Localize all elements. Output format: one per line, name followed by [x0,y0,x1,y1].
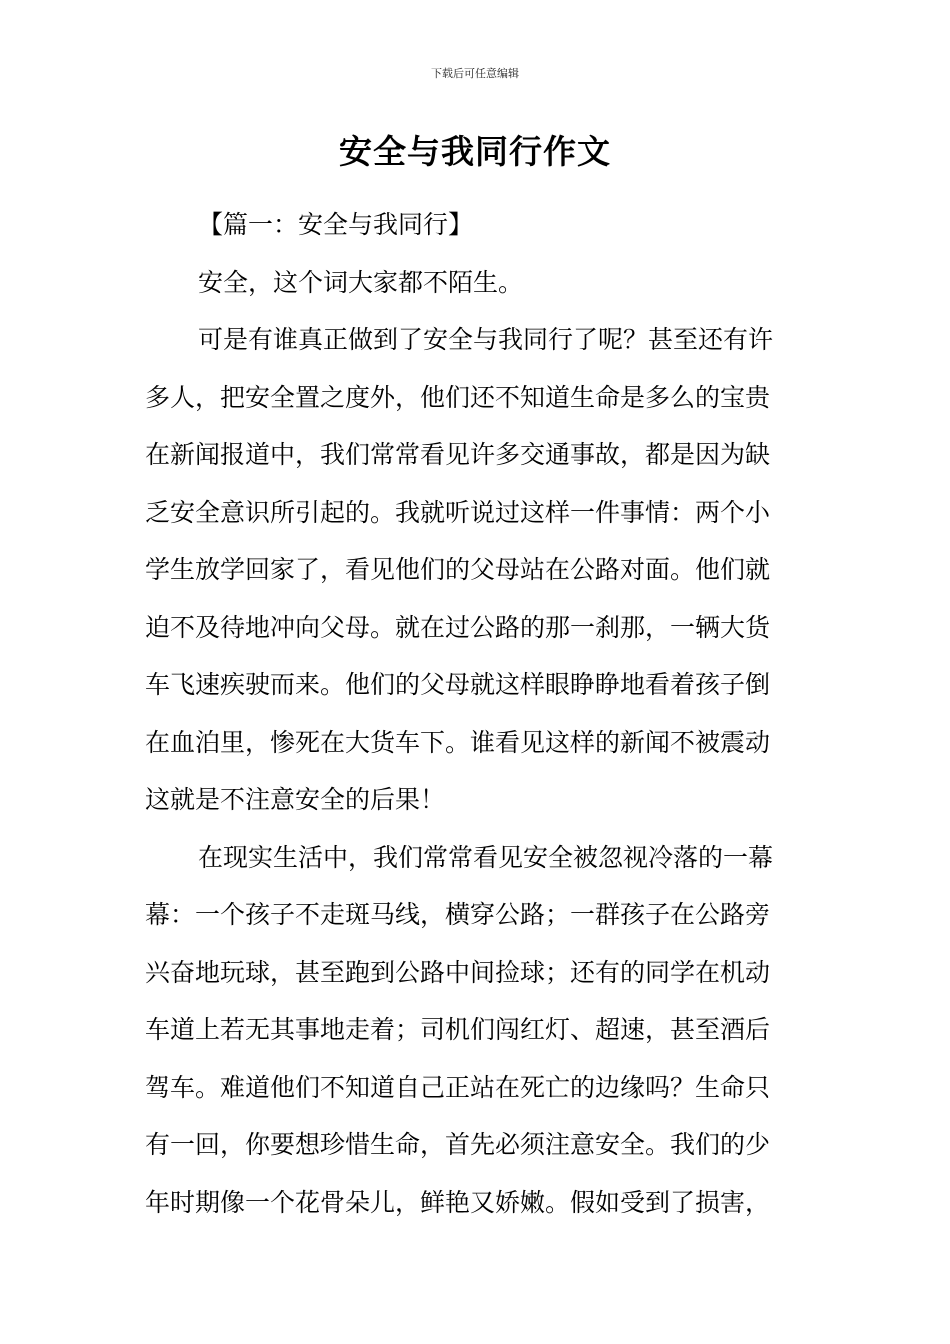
paragraph-line: 在血泊里，惨死在大货车下。谁看见这样的新闻不被震动 [145,727,771,757]
paragraph-line: 在现实生活中，我们常常看见安全被忽视冷落的一幕 [198,842,774,872]
paragraph-line: 兴奋地玩球，甚至跑到公路中间捡球；还有的同学在机动 [145,957,771,987]
paragraph-line: 可是有谁真正做到了安全与我同行了呢？甚至还有许 [198,325,774,354]
paragraph-line: 年时期像一个花骨朵儿，鲜艳又娇嫩。假如受到了损害， [145,1187,771,1217]
paragraph-line: 在新闻报道中，我们常常看见许多交通事故，都是因为缺 [145,440,771,469]
document-body [145,196,805,1231]
paragraph-line: 这就是不注意安全的后果！ [145,785,446,814]
paragraph-line: 乏安全意识所引起的。我就听说过这样一件事情：两个小 [145,497,771,527]
paragraph-line: 学生放学回家了，看见他们的父母站在公路对面。他们就 [145,555,771,584]
paragraph-line: 驾车。难道他们不知道自己正站在死亡的边缘吗？生命只 [145,1072,771,1102]
paragraph-1 [145,254,805,312]
paragraph-line: 安全，这个词大家都不陌生。 [198,267,524,297]
header-note: 下载后可任意编辑 [431,67,519,80]
section-heading: 【篇一：安全与我同行】 [198,210,474,239]
paragraph-line: 车飞速疾驶而来。他们的父母就这样眼睁睁地看着孩子倒 [145,670,771,699]
paragraph-line: 车道上若无其事地走着；司机们闯红灯、超速，甚至酒后 [145,1015,771,1044]
paragraph-line: 迫不及待地冲向父母。就在过公路的那一刹那，一辆大货 [145,612,771,642]
paragraph-line: 幕：一个孩子不走斑马线，横穿公路；一群孩子在公路旁 [145,900,771,929]
paragraph-line: 多人，把安全置之度外，他们还不知道生命是多么的宝贵 [145,382,771,412]
document-title: 安全与我同行作文 [339,132,611,171]
paragraph-2 [145,311,805,829]
paragraph-line: 有一回，你要想珍惜生命，首先必须注意安全。我们的少 [145,1130,771,1159]
paragraph-3 [145,829,805,1232]
